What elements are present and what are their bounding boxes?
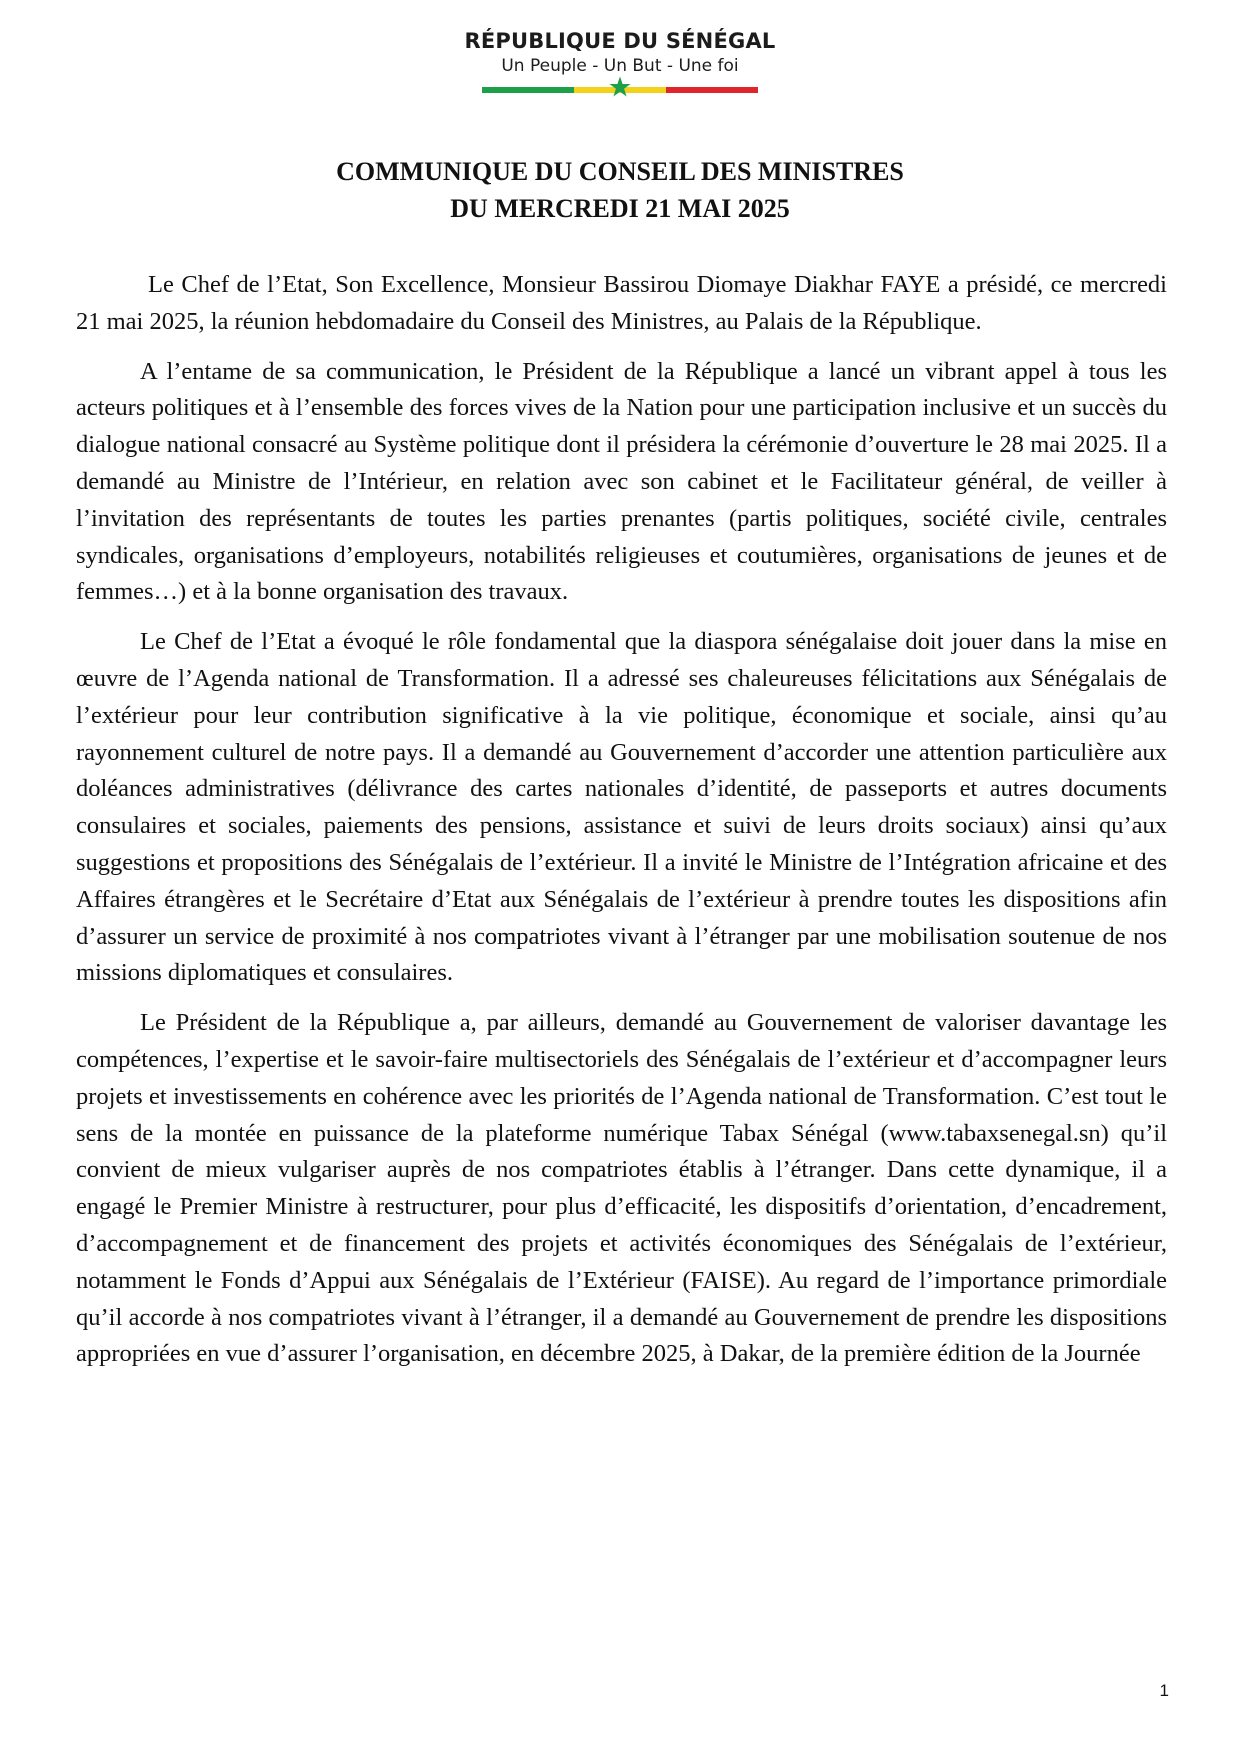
paragraph-skills: Le Président de la République a, par ailleurs, demandé au Gouvernement de valoriser davantage les compétences, l’expertise et le savoir-faire multisectoriels des Sénégalais de l’extérieur et d’accompagner leurs projets et investissements en cohérence avec les priorités de l’Agenda national de Transformation. C’est tout le sens de la montée en puissance de la plateforme numérique Tabax Sénégal (www.tabaxsenegal.sn) qu’il convient de mieux vulgariser auprès de nos compatriotes établis à l’étranger. Dans cette dynamique, il a engagé le Premier Ministre à restructurer, pour plus d’efficacité, les dispositifs d’orientation, d’encadrement, d’accompagnement et de financement des projets et activités économiques des Sénégalais de l’extérieur, notamment le Fonds d’Appui aux Sénégalais de l’Extérieur (FAISE). Au regard de l’importance primordiale qu’il accorde à nos compatriotes vivant à l’étranger, il a demandé au Gouvernement de prendre les dispositions appropriées en vue d’assurer l’organisation, en décembre 2025, à Dakar, de la première édition de la Journée: [76, 1009, 1167, 1368]
paragraph-diaspora: Le Chef de l’Etat a évoqué le rôle fondamental que la diaspora sénégalaise doit jouer dans la mise en œuvre de l’Agenda national de Transformation. Il a adressé ses chaleureuses félicitations aux Sénégalais de l’extérieur pour leur contribution significative à la vie politique, économique et sociale, ainsi qu’au rayonnement culturel de notre pays. Il a demandé au Gouvernement d’accorder une attention particulière aux doléances administratives (délivrance des cartes nationales d’identité, de passeports et autres documents consulaires et sociales, paiements des pensions, assistance et suivi de leurs droits sociaux) ainsi qu’aux suggestions et propositions des Sénégalais de l’extérieur. Il a invité le Ministre de l’Intégration africaine et des Affaires étrangères et le Secrétaire d’Etat aux Sénégalais de l’extérieur à prendre toutes les dispositions afin d’assurer un service de proximité à nos compatriotes vivant à l’étranger par une mobilisation soutenue de nos missions diplomatiques et consulaires.: [76, 628, 1167, 987]
title-line-1: COMMUNIQUE DU CONSEIL DES MINISTRES: [336, 157, 904, 186]
communique-title: [0, 153, 1240, 227]
page-number: 1: [1159, 1681, 1169, 1700]
communique-body: [76, 267, 1167, 1386]
paragraph-dialogue: A l’entame de sa communication, le Président de la République a lancé un vibrant appel à tous les acteurs politiques et à l’ensemble des forces vives de la Nation pour une participation inclusive et un succès du dialogue national consacré au Système politique dont il présidera la cérémonie d’ouverture le 28 mai 2025. Il a demandé au Ministre de l’Intérieur, en relation avec son cabinet et le Facilitateur général, de veiller à l’invitation des représentants de toutes les parties prenantes (partis politiques, société civile, centrales syndicales, organisations d’employeurs, notabilités religieuses et coutumières, organisations de jeunes et de femmes…) et à la bonne organisation des travaux.: [76, 357, 1167, 606]
flag-green-segment: [482, 87, 574, 93]
national-motto: Un Peuple - Un But - Une foi: [501, 56, 739, 76]
letterhead: [0, 28, 1240, 93]
title-line-2: DU MERCREDI 21 MAI 2025: [450, 194, 790, 223]
star-icon: [608, 75, 632, 99]
flag-bar: [482, 87, 758, 93]
flag-red-segment: [666, 87, 758, 93]
republic-name: RÉPUBLIQUE DU SÉNÉGAL: [464, 29, 776, 53]
paragraph-intro: Le Chef de l’Etat, Son Excellence, Monsieur Bassirou Diomaye Diakhar FAYE a présidé, ce mercredi 21 mai 2025, la réunion hebdomadaire du Conseil des Ministres, au Palais de la République.: [76, 271, 1167, 335]
